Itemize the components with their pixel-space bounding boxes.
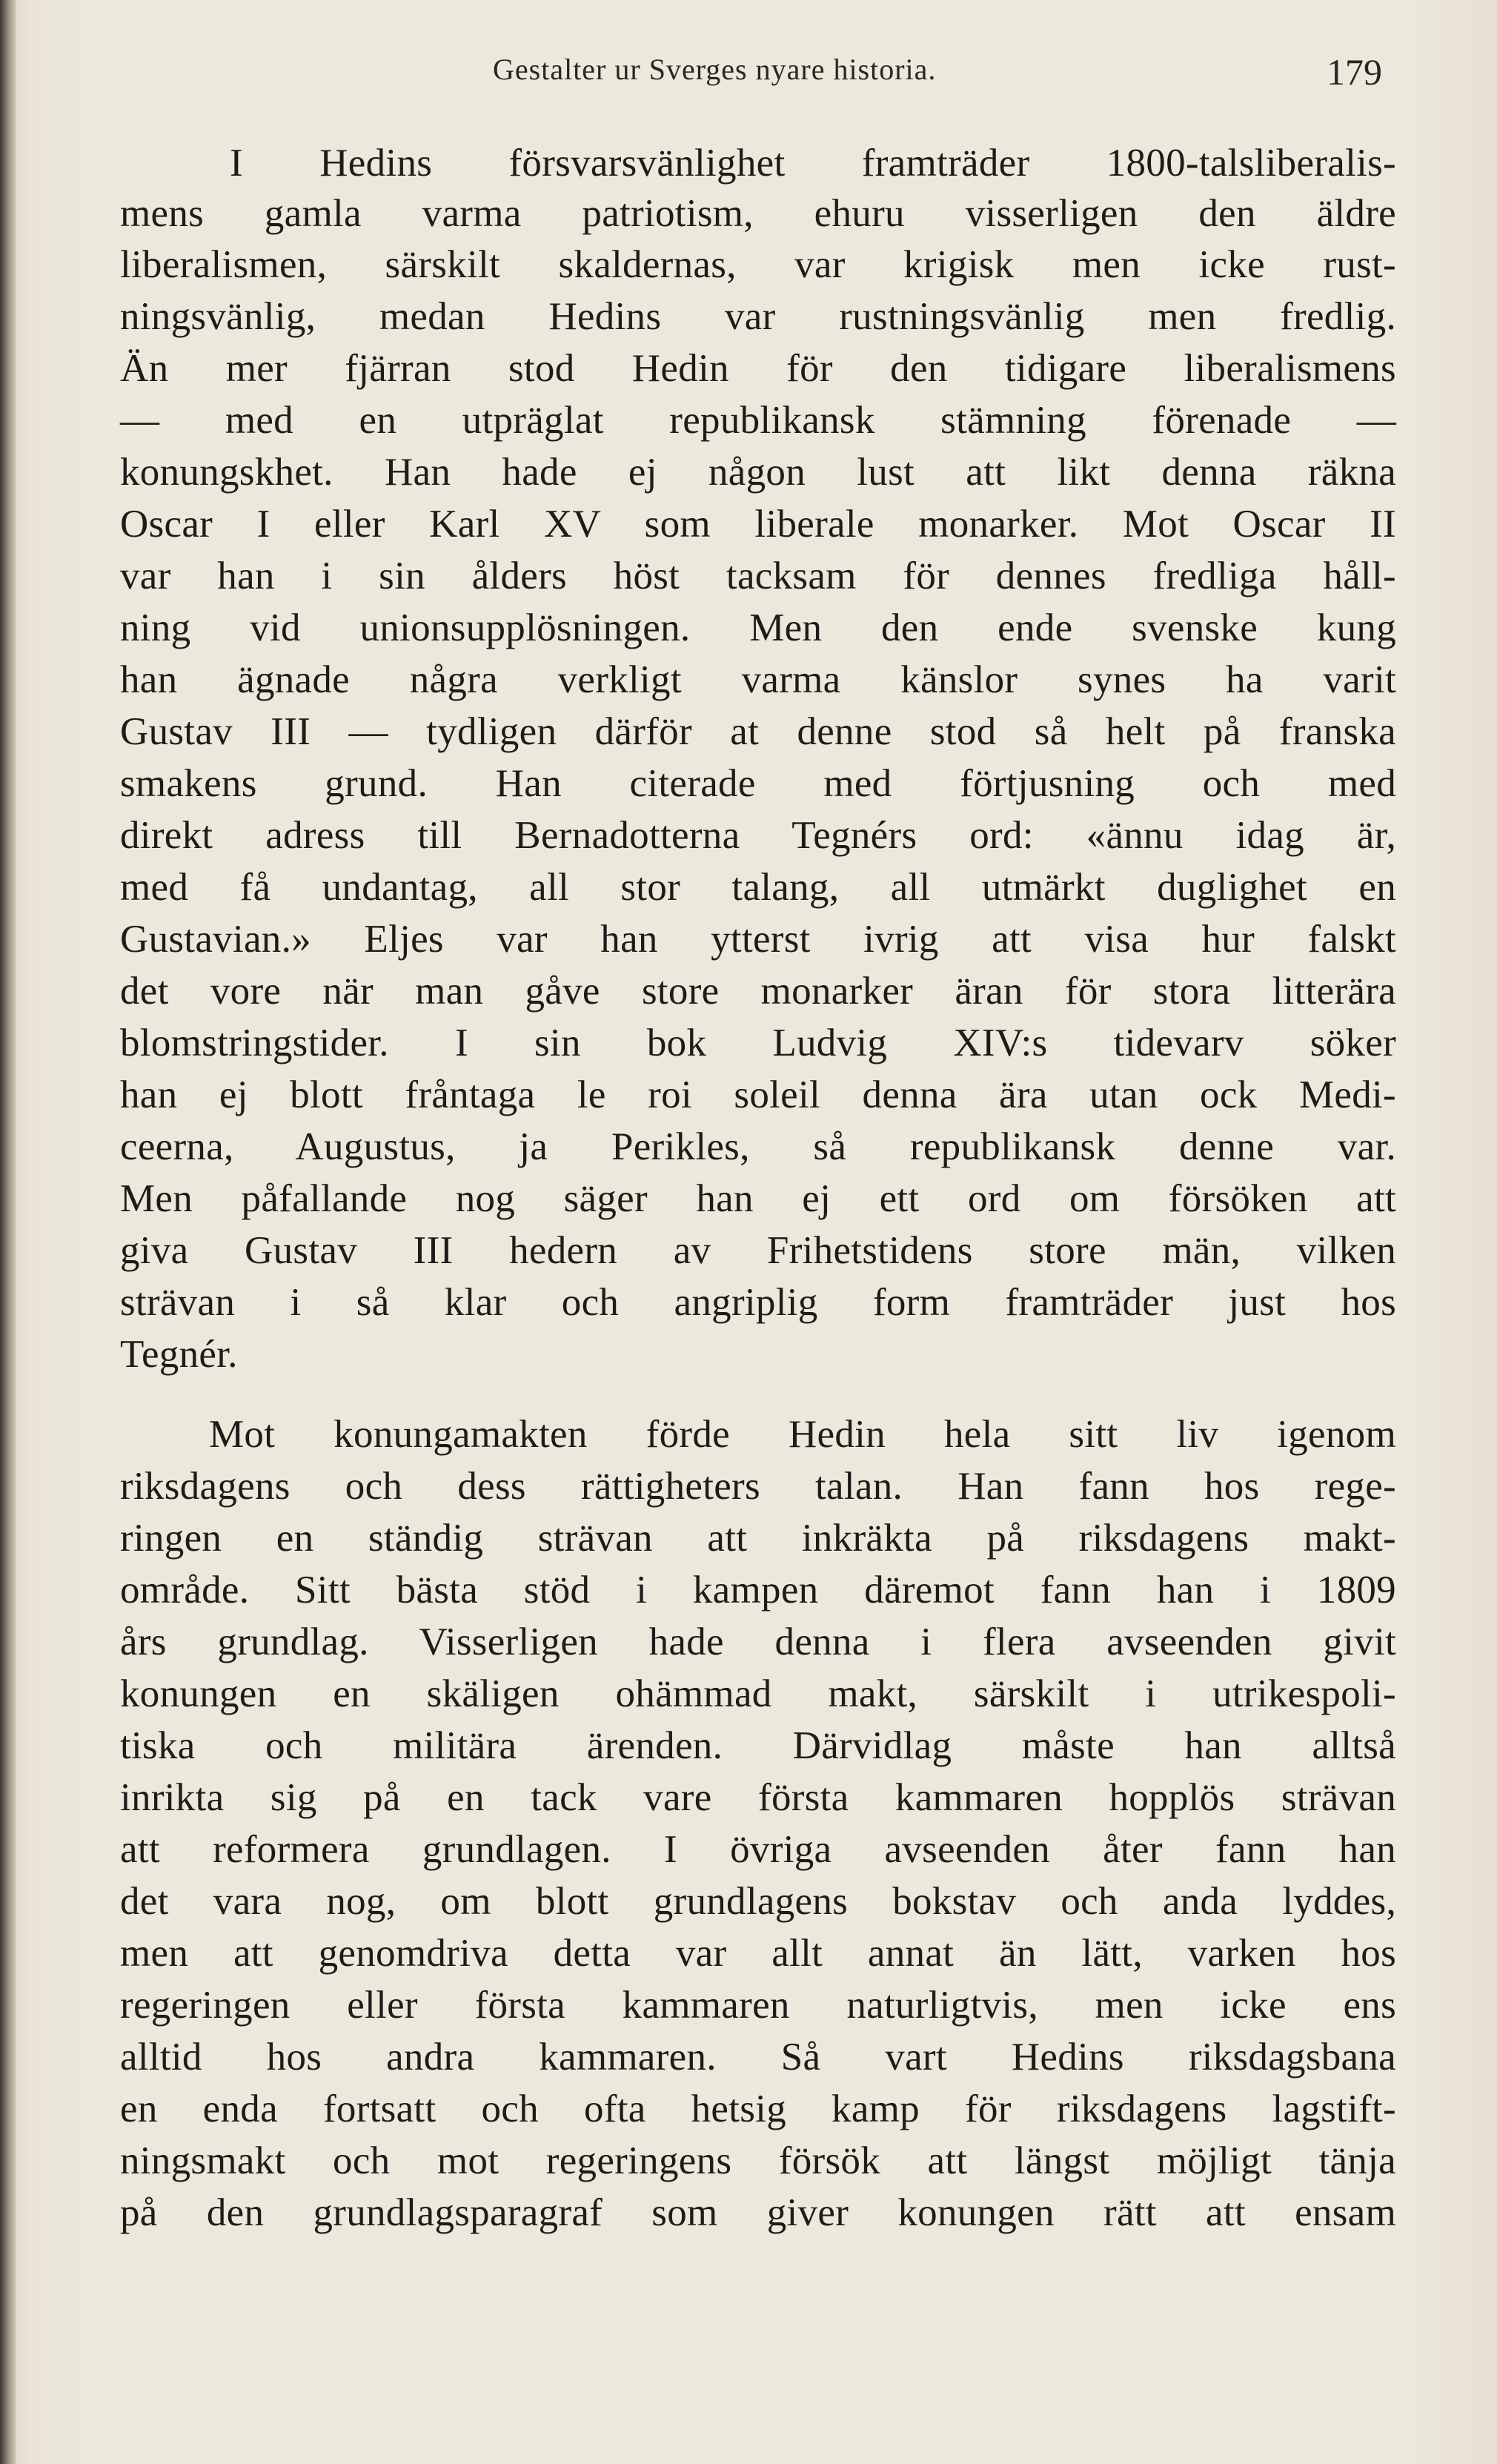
text-line: mens gamla varma patriotism, ehuru visserligen den äldre: [120, 192, 1396, 235]
text-line: men att genomdriva detta var allt annat än lätt, varken hos: [120, 1932, 1396, 1975]
text-line: det vara nog, om blott grundlagens bokstav och anda lyddes,: [120, 1880, 1396, 1923]
text-line: på den grundlagsparagraf som giver konungen rätt att ensam: [120, 2191, 1396, 2234]
text-line: tiska och militära ärenden. Därvidlag måste han alltså: [120, 1724, 1396, 1767]
text-line: riksdagens och dess rättigheters talan. Han fann hos rege-: [120, 1465, 1396, 1508]
text-line: ningsvänlig, medan Hedins var rustningsvänlig men fredlig.: [120, 295, 1396, 338]
text-line: alltid hos andra kammaren. Så vart Hedins riksdagsbana: [120, 2036, 1396, 2079]
text-line: ringen en ständig strävan att inkräkta på riksdagens makt-: [120, 1517, 1396, 1560]
text-line: direkt adress till Bernadotterna Tegnérs ord: «ännu idag är,: [120, 814, 1396, 857]
text-line: — med en utpräglat republikansk stämning förenade —: [120, 399, 1396, 442]
text-line: blomstringstider. I sin bok Ludvig XIV:s tidevarv söker: [120, 1021, 1396, 1064]
text-line: med få undantag, all stor talang, all utmärkt duglighet en: [120, 866, 1396, 909]
page-number: 179: [1327, 51, 1382, 93]
text-line: var han i sin ålders höst tacksam för dennes fredliga håll-: [120, 554, 1396, 597]
text-line: års grundlag. Visserligen hade denna i flera avseenden givit: [120, 1620, 1396, 1663]
text-line: smakens grund. Han citerade med förtjusning och med: [120, 762, 1396, 805]
text-line: I Hedins försvarsvänlighet framträder 1800-talsliberalis-: [230, 142, 1396, 185]
text-line: Oscar I eller Karl XV som liberale monarker. Mot Oscar II: [120, 503, 1396, 546]
text-line: det vore när man gåve store monarker äran för stora litterära: [120, 970, 1396, 1013]
text-line: Gustav III — tydligen därför at denne stod så helt på franska: [120, 710, 1396, 753]
text-line: inrikta sig på en tack vare första kammaren hopplös strävan: [120, 1776, 1396, 1819]
text-line: Tegnér.: [120, 1333, 238, 1376]
text-line: område. Sitt bästa stöd i kampen däremot fann han i 1809: [120, 1569, 1396, 1612]
text-line: liberalismen, särskilt skaldernas, var krigisk men icke rust-: [120, 243, 1396, 286]
text-line: att reformera grundlagen. I övriga avseenden åter fann han: [120, 1828, 1396, 1871]
text-line: konungskhet. Han hade ej någon lust att likt denna räkna: [120, 451, 1396, 494]
text-line: regeringen eller första kammaren naturligtvis, men icke ens: [120, 1984, 1396, 2027]
text-line: ning vid unionsupplösningen. Men den ende svenske kung: [120, 606, 1396, 649]
text-line: Mot konungamakten förde Hedin hela sitt liv igenom: [209, 1413, 1396, 1456]
text-line: ceerna, Augustus, ja Perikles, så republikansk denne var.: [120, 1125, 1396, 1168]
text-line: han ägnade några verkligt varma känslor synes ha varit: [120, 658, 1396, 701]
text-line: Än mer fjärran stod Hedin för den tidigare liberalismens: [120, 347, 1396, 390]
running-head: Gestalter ur Sverges nyare historia.: [493, 53, 937, 86]
text-line: Men påfallande nog säger han ej ett ord om försöken att: [120, 1177, 1396, 1220]
text-line: Gustavian.» Eljes var han ytterst ivrig att visa hur falskt: [120, 918, 1396, 961]
text-line: giva Gustav III hedern av Frihetstidens store män, vilken: [120, 1229, 1396, 1272]
text-line: konungen en skäligen ohämmad makt, särskilt i utrikespoli-: [120, 1672, 1396, 1715]
text-line: strävan i så klar och angriplig form framträder just hos: [120, 1281, 1396, 1324]
text-line: ningsmakt och mot regeringens försök att längst möjligt tänja: [120, 2139, 1396, 2182]
text-line: en enda fortsatt och ofta hetsig kamp för riksdagens lagstift-: [120, 2087, 1396, 2130]
text-line: han ej blott fråntaga le roi soleil denna ära utan ock Medi-: [120, 1073, 1396, 1116]
